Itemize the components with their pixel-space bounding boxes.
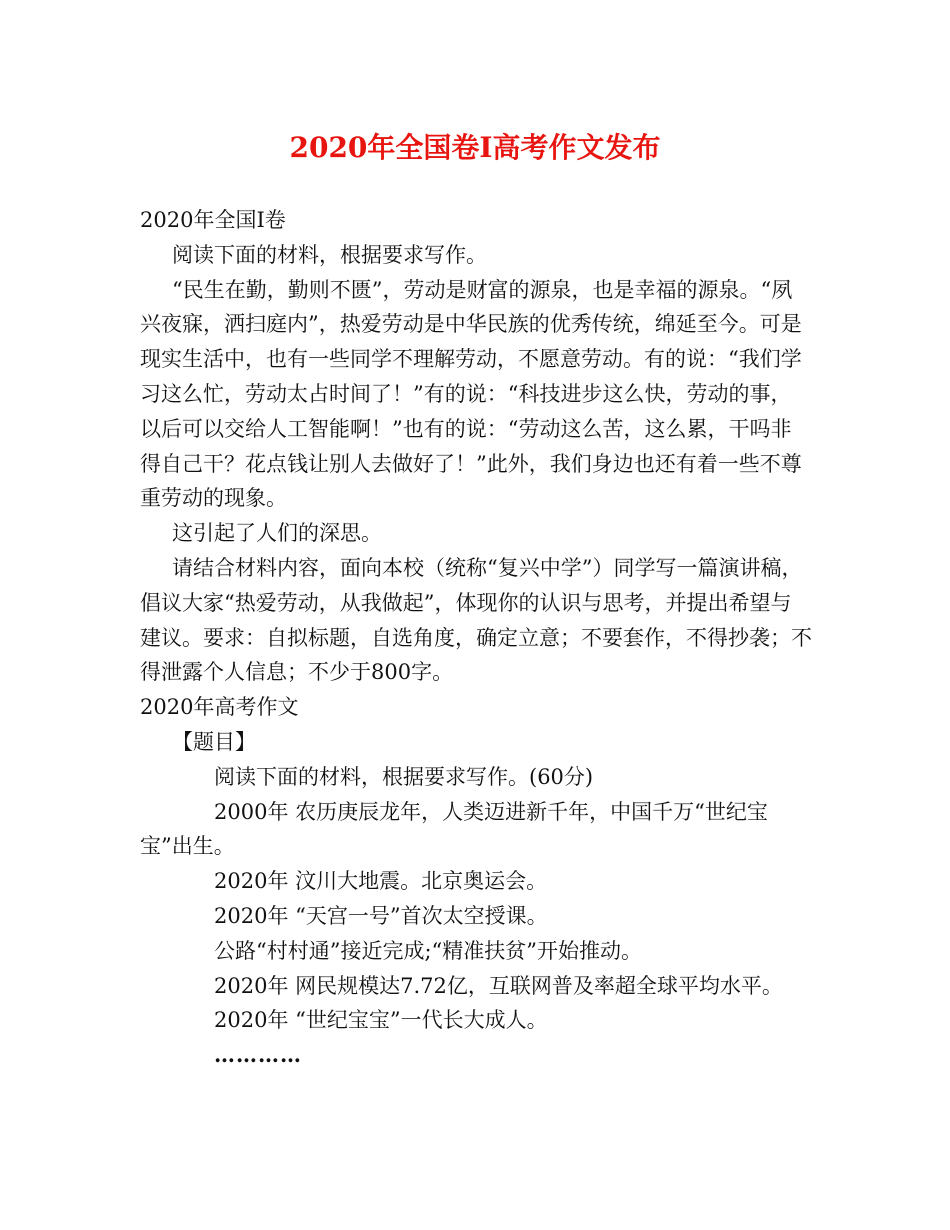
section2-topic-label: 【题目】 (172, 729, 256, 754)
document-title: 2020年全国卷Ⅰ高考作文发布 (289, 131, 661, 164)
section2-instruction: 阅读下面的材料，根据要求写作。(60分) (214, 764, 594, 789)
timeline-item: 公路“村村通”接近完成;“精准扶贫”开始推动。 (214, 938, 643, 963)
timeline-item: 2000年 农历庚辰龙年，人类迈进新千年，中国千万“世纪宝宝”出生。 (140, 799, 768, 859)
timeline-item: 2020年 “世纪宝宝”一代长大成人。 (214, 1008, 548, 1033)
ellipsis: ………… (214, 1042, 302, 1068)
timeline-item: 2020年 “天宫一号”首次太空授课。 (214, 903, 548, 928)
section2-heading: 2020年高考作文 (140, 695, 299, 720)
section1-requirements: 请结合材料内容，面向本校（统称“复兴中学”）同学写一篇演讲稿，倡议大家“热爱劳动，从我做起”，体现你的认识与思考，并提出希望与建议。要求：自拟标题，自选角度，确定立意；不要套作，不得抄袭；不得泄露个人信息；不少于800字。 (140, 555, 812, 685)
timeline-item: 2020年 汶川大地震。北京奥运会。 (214, 869, 548, 894)
section1-instruction: 阅读下面的材料，根据要求写作。 (172, 242, 487, 267)
section1-reflection: 这引起了人们的深思。 (172, 521, 382, 546)
document-body (140, 203, 812, 1073)
section1-heading: 2020年全国Ⅰ卷 (140, 208, 286, 232)
timeline-item: 2020年 网民规模达7.72亿，互联网普及率超全球平均水平。 (214, 973, 783, 998)
section1-material: “民生在勤，勤则不匮”，劳动是财富的源泉，也是幸福的源泉。“夙兴夜寐，洒扫庭内”，热爱劳动是中华民族的优秀传统，绵延至今。可是现实生活中，也有一些同学不理解劳动，不愿意劳动。有的说：“我们学习这么忙，劳动太占时间了！”有的说：“科技进步这么快，劳动的事，以后可以交给人工智能啊！”也有的说：“劳动这么苦，这么累，干吗非得自己干？花点钱让别人去做好了！”此外，我们身边也还有着一些不尊重劳动的现象。 (140, 277, 802, 511)
